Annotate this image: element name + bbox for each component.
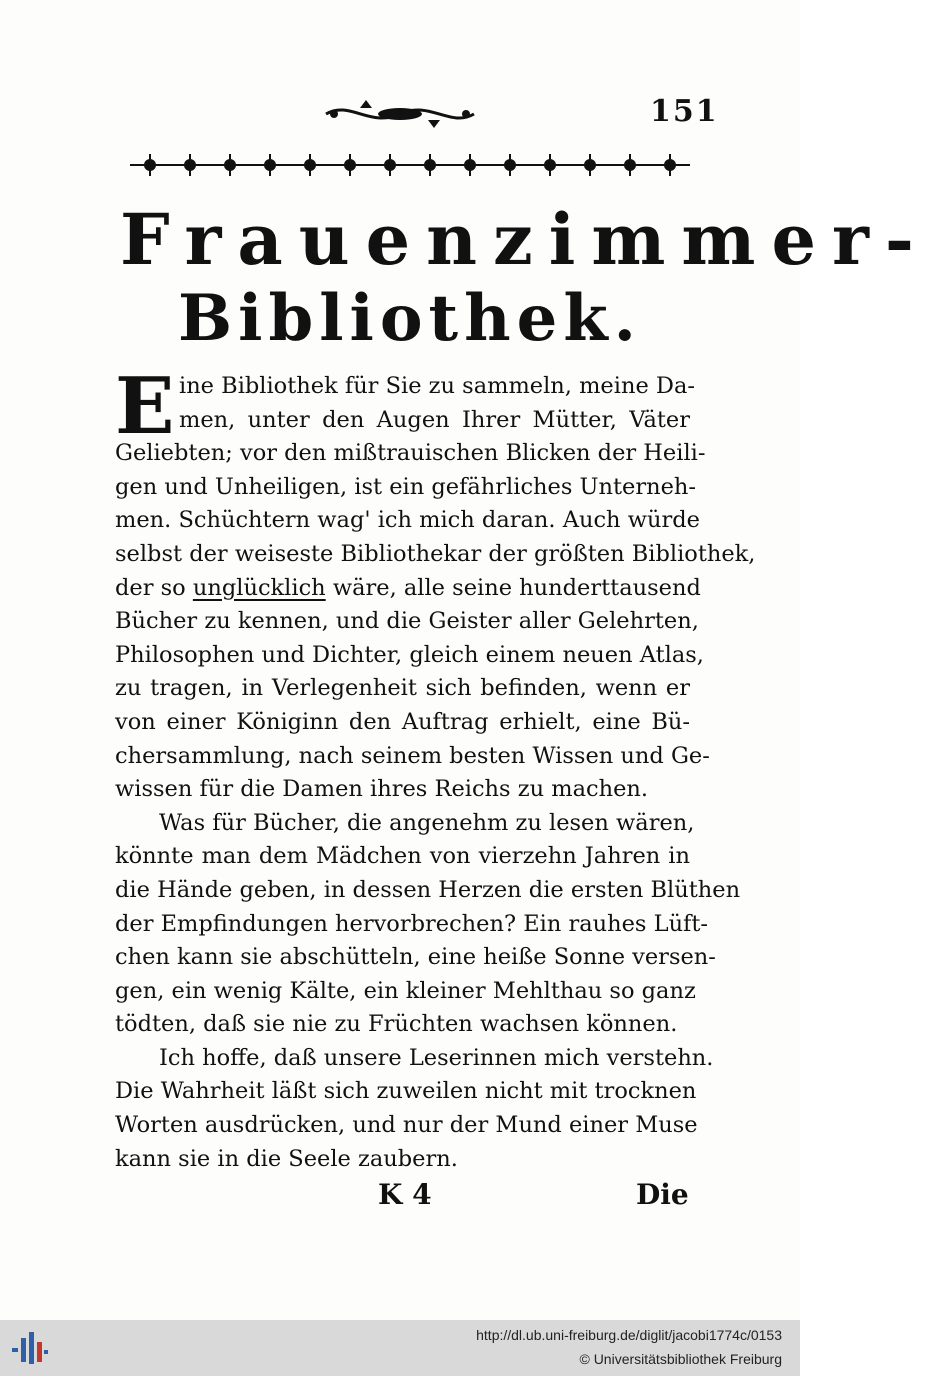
text-line: ine Bibliothek für Sie zu sammeln, meine Da-	[179, 373, 695, 399]
paragraph-1	[115, 361, 756, 807]
text-line: tödten, daß sie nie zu Früchten wachsen können.	[115, 1011, 678, 1038]
text-line: chen kann sie abschütteln, eine heiße Sonne versen-	[115, 944, 716, 971]
text-line: zu tragen, in Verlegenheit sich befinden, wenn er	[115, 675, 690, 702]
text-line: Ich hoffe, daß unsere Leserinnen mich verstehn.	[159, 1044, 714, 1071]
drop-cap: E	[115, 361, 175, 452]
text-line: Was für Bücher, die angenehm zu lesen wären,	[159, 809, 695, 836]
text-line-underlined: der so unglücklich wäre, alle seine hunderttausend	[115, 574, 701, 601]
body-text	[115, 361, 756, 1176]
text-line: Worten ausdrücken, und nur der Mund einer Muse	[115, 1112, 698, 1139]
viewer-footer	[0, 1320, 800, 1376]
paragraph-2	[115, 807, 741, 1042]
flower-border-icon	[130, 150, 690, 180]
chapter-title-line-1: Frauenzimmer-	[120, 198, 930, 281]
permalink-url[interactable]: http://dl.ub.uni-freiburg.de/diglit/jacobi1774c/0153	[476, 1327, 782, 1343]
text-line: gen und Unheiligen, ist ein gefährliches Unterneh-	[115, 473, 697, 500]
text-line: der Empfindungen hervorbrechen? Ein rauhes Lüft-	[115, 910, 709, 937]
text-line: men. Schüchtern wag' ich mich daran. Auch würde	[115, 507, 700, 534]
paragraph-3	[115, 1042, 714, 1176]
text-line: chersammlung, nach seinem besten Wissen und Ge-	[115, 742, 710, 769]
ub-freiburg-logo-icon[interactable]	[10, 1328, 50, 1368]
underlined-word: unglücklich	[192, 574, 326, 601]
copyright-notice: © Universitätsbibliothek Freiburg	[579, 1351, 782, 1367]
chapter-title-line-2: Bibliothek.	[178, 281, 642, 356]
vine-ornament-icon	[320, 96, 480, 132]
text-line: men, unter den Augen Ihrer Mütter, Väter	[179, 406, 690, 433]
text-line: Philosophen und Dichter, gleich einem neuen Atlas,	[115, 641, 704, 668]
text-line: Bücher zu kennen, und die Geister aller Gelehrten,	[115, 608, 699, 635]
text-line: Die Wahrheit läßt sich zuweilen nicht mit trocknen	[115, 1078, 697, 1105]
text-line: selbst der weiseste Bibliothekar der größten Bibliothek,	[115, 540, 756, 567]
text-line: kann sie in die Seele zaubern.	[115, 1145, 458, 1172]
text-line: von einer Königinn den Auftrag erhielt, eine Bü-	[115, 708, 690, 735]
catchword: Die	[636, 1178, 689, 1211]
text-line: die Hände geben, in dessen Herzen die ersten Blüthen	[115, 876, 741, 903]
text-line: gen, ein wenig Kälte, ein kleiner Mehlthau so ganz	[115, 977, 696, 1004]
page-number: 151	[650, 94, 719, 129]
text-line: wissen für die Damen ihres Reichs zu machen.	[115, 776, 649, 803]
text-line: Geliebten; vor den mißtrauischen Blicken der Heili-	[115, 440, 706, 467]
signature-mark: K 4	[378, 1178, 432, 1211]
text-line: könnte man dem Mädchen von vierzehn Jahren in	[115, 843, 690, 870]
